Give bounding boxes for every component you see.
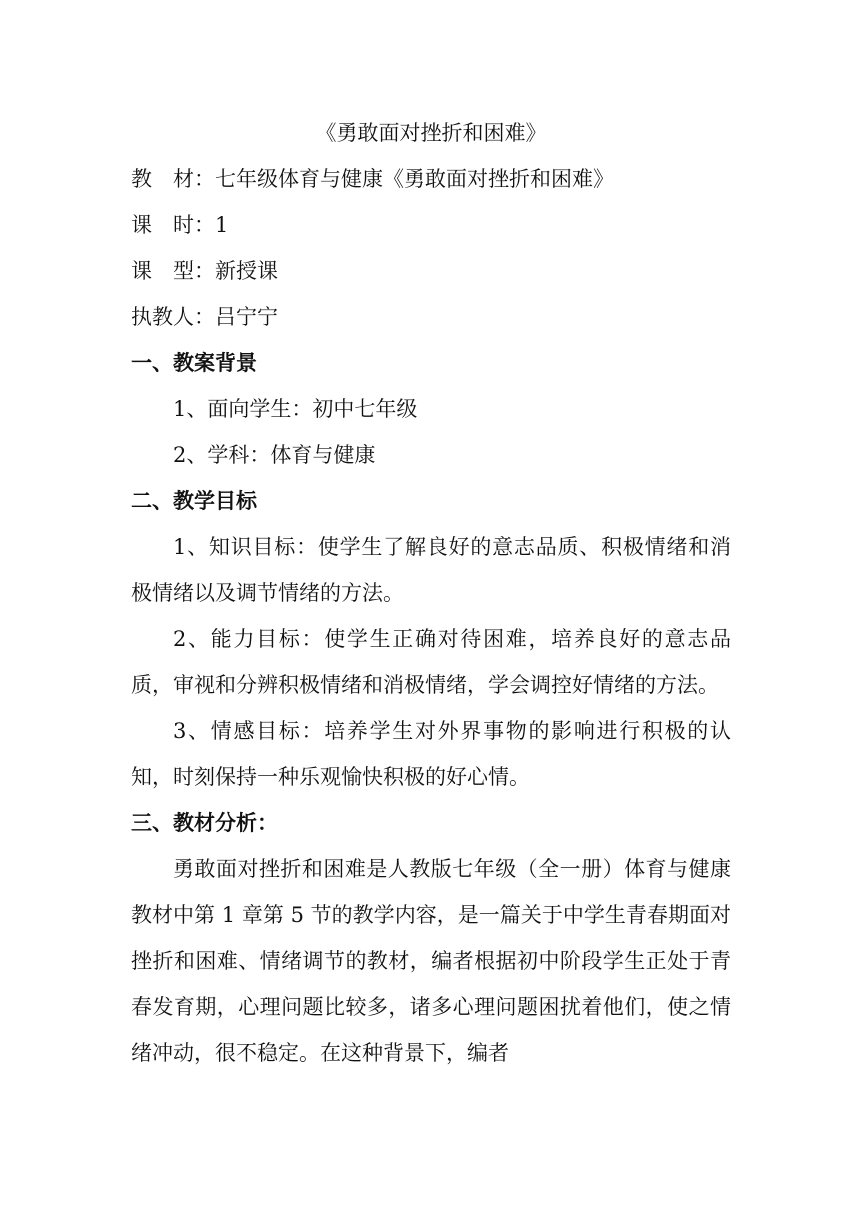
section-background-heading: 一、教案背景: [131, 351, 257, 375]
meta-textbook-label: 教 材：: [131, 167, 215, 191]
objective-paragraph: 1、知识目标：使学生了解良好的意志品质、积极情绪和消极情绪以及调节情绪的方法。: [131, 535, 731, 605]
section-analysis-heading: 三、教材分析：: [131, 811, 278, 835]
background-item: 2、学科：体育与健康: [173, 443, 376, 467]
meta-teacher: [131, 294, 731, 340]
objective-paragraph: 3、情感目标：培养学生对外界事物的影响进行积极的认知，时刻保持一种乐观愉快积极的好心情。: [131, 719, 731, 789]
meta-textbook: [131, 156, 731, 202]
background-item: 1、面向学生：初中七年级: [173, 397, 418, 421]
meta-lesson-type-value: 新授课: [215, 259, 278, 283]
meta-periods: [131, 202, 731, 248]
document-title: 《勇敢面对挫折和困难》: [315, 121, 547, 145]
meta-teacher-value: 吕宁宁: [215, 305, 278, 329]
section-objectives-heading: 二、教学目标: [131, 489, 257, 513]
meta-periods-label: 课 时：: [131, 213, 215, 237]
meta-textbook-value: 七年级体育与健康《勇敢面对挫折和困难》: [215, 167, 614, 191]
meta-lesson-type-label: 课 型：: [131, 259, 215, 283]
analysis-paragraph: 勇敢面对挫折和困难是人教版七年级（全一册）体育与健康教材中第 1 章第 5 节的教学内容，是一篇关于中学生青春期面对挫折和困难、情绪调节的教材，编者根据初中阶段学生正处于青春发育期，心理问题比较多，诸多心理问题困扰着他们，使之情绪冲动，很不稳定。在这种背景下，编者: [131, 857, 731, 1065]
meta-lesson-type: [131, 248, 731, 294]
meta-periods-value: 1: [215, 213, 229, 237]
document-body: [131, 110, 731, 1076]
objective-paragraph: 2、能力目标：使学生正确对待困难，培养良好的意志品质，审视和分辨积极情绪和消极情绪，学会调控好情绪的方法。: [131, 627, 731, 697]
meta-teacher-label: 执教人：: [131, 305, 215, 329]
